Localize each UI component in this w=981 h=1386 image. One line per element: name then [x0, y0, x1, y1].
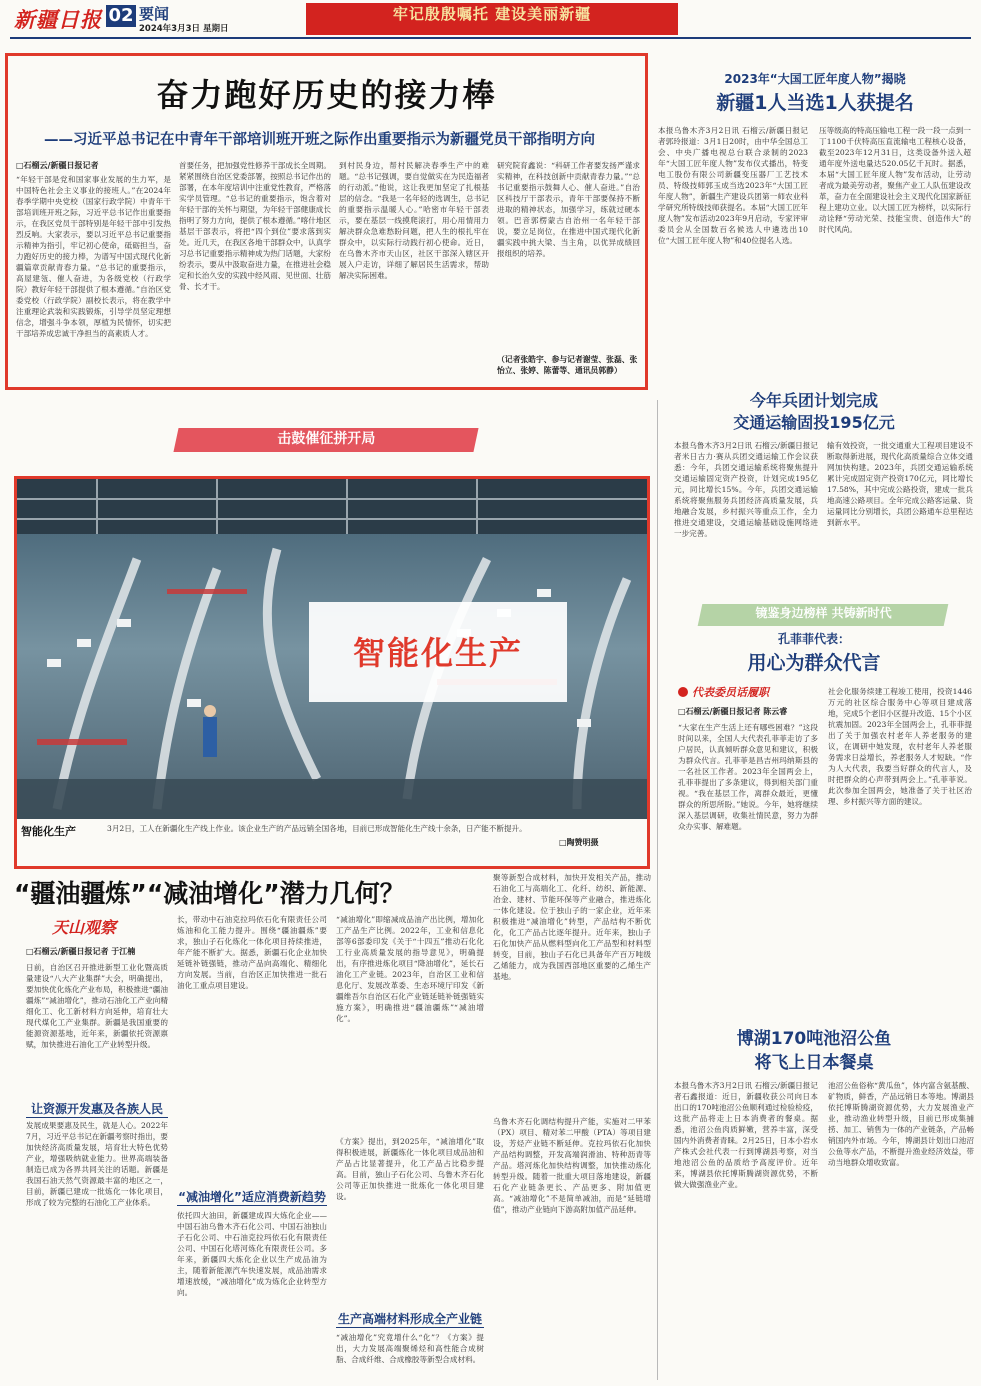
profile-banner-text: 镜鉴身边榜样 共铸新时代: [755, 606, 892, 620]
oil-column-logo: 天山观察: [52, 918, 117, 937]
transport-col-2: 输有效投资，一批交通重大工程项目建设不断取得新进展，现代化高质量综合立体交通网加快构建。2023年，兵团交通运输系统累计完成固定资产投资170亿元，同比增长17.58%，其中完成公路投资，建成一批兵地高速公路项目。全年完成公路客运量、货运量同比分别增长，兵团公路通车总里程达到新水平。: [827, 441, 973, 527]
fish-col-2: 池沼公鱼俗称“黄瓜鱼”，体内富含氨基酸、矿物质，鲜香，产品远销日本等地。博湖县依托博斯腾湖资源优势，大力发展渔业产业，推动渔业转型升级，目前已形成集捕捞、加工、销售为一体的产业链条，产品畅销国内外市场。今年，博湖县计划出口池沼公鱼等水产品，不断提升渔业经济效益，带动当地群众增收致富。: [828, 1081, 974, 1167]
oil-article: [12, 870, 660, 1382]
deputy-col-2: 社会化服务续建工程竣工使用，投资1446万元的社区综合服务中心等项目建成落地，完成5个老旧小区提升改造、15个小区抗震加固。2023年全国两会上，孔菲菲提出了关于加强农村老年人养老服务的建议，在调研中她发现，农村老年人养老服务需求日益增长，养老服务人才短缺。“作为人大代表，我要当好群众的代言人，及时把群众的心声带到两会上。”孔菲菲说。此次参加全国两会，她准备了关于社区治理、乡村振兴等方面的建议。: [828, 687, 972, 806]
photo-feature: [14, 476, 650, 869]
oil-col-1b: 发展成果要惠及民生，就是人心。2022年7月，习近平总书记在新疆考察时指出，要加快经济高质量发展，培育壮大特色优势产业，增强吸纳就业能力。世界高端装备制造已成为各界共同关注的话题。新疆是我国石油天然气资源最丰富的地区之一，目前，新疆已建成一批炼化一体化项目，形成了较为完整的石油化工产业体系。: [26, 1121, 168, 1207]
photo-overlay-title: 智能化生产: [352, 634, 523, 672]
oil-subhead-2: [177, 1188, 327, 1206]
lead-title: 奋力跑好历史的接力棒: [156, 76, 497, 114]
column-logo-text: 代表委员话履职: [692, 686, 769, 699]
transport-title-1: 今年兵团计划完成: [749, 391, 878, 410]
photo-overlay-box: [309, 602, 567, 702]
issue-date: 2024年3月3日 星期日: [139, 24, 229, 34]
section-banner: [173, 428, 478, 452]
award-col-2: 压等级高的特高压输电工程一段一段一点到一丁1100千伏特高压直流输电工程核心设备，截至2023年12月31日，这类设备外送入超通年度外送电量达520.05亿千瓦时。据悉，本届“大国工匠年度人物”发布活动，让劳动者成为最美劳动者，聚焦产业工人队伍建设改革，奋力在全面建设社会主义现代化国家新征程上建功立业。以大国工匠为榜样，以实际行动诠释“劳动光荣、技能宝贵、创造伟大”的时代风尚。: [819, 126, 971, 234]
transport-article: [664, 388, 976, 603]
page-number: 02: [106, 5, 136, 27]
profile-banner: [698, 604, 949, 626]
column-logo-box: [678, 684, 796, 700]
deputy-kicker: 孔菲菲代表：: [777, 632, 850, 646]
oil-subhead-1-text: 让资源开发惠及各族人民: [30, 1102, 163, 1116]
oil-col-3b: 《方案》提出，到2025年，“减油增化”取得积极进展，新疆炼化一体化项目成品油和产品占比显著提升，化工产品占比稳步提高。目前，独山子石化公司、乌鲁木齐石化公司等正加快推进一批炼化一体化项目建设。: [336, 1137, 484, 1201]
section-banner-text: 击鼓催征拼开局: [277, 431, 376, 447]
photo-caption: 3月2日，工人在新疆化生产线上作业。该企业生产的产品远销全国各地，目前已形成智能化生产线十余条，日产能不断提升。: [107, 824, 527, 833]
deputy-col-1: “大家在生产生活上还有哪些困难？”这段时间以来，全国人大代表孔菲菲走访了多户居民，认真倾听群众意见和建议，积极为群众代言。孔菲菲是昌吉州玛纳斯县的一名社区工作者。2023年全国两会上，孔菲菲提出了多条建议，得到相关部门重视。“我在基层工作，离群众最近，更懂群众的所思所盼。”她说。今年，她将继续深入基层调研，收集社情民意，努力为群众办实事、解难题。: [678, 723, 818, 831]
transport-title-2: 交通运输固投195亿元: [733, 413, 895, 432]
award-article: [654, 60, 976, 395]
fish-title-1: 博湖170吨池沼公鱼: [736, 1029, 892, 1049]
lead-col-3: 到村民身边，帮村民解决春季生产中的难题。“总书记强调，要自觉做实在为民造福者的行动派。”他说，这让我更加坚定了扎根基层的信念。“我是一名年轻的选调生，总书记的重要指示温暖人心。”哈密市年轻干部表示，要在基层一线摸爬滚打，用心用情用力解决群众急难愁盼问题，把人生的根扎牢在群众中，以实际行动践行初心使命。近日，在乌鲁木齐市天山区，社区干部深入辖区开展入户走访，详细了解居民生活需求，帮助解决实际困难。: [339, 161, 489, 280]
award-title: 新疆1人当选1人获提名: [716, 92, 914, 114]
oil-col-4b: 乌鲁木齐石化调结构提升产能，实施对二甲苯（PX）项目、精对苯二甲酸（PTA）等项目建设，芳烃产业链不断延伸。克拉玛依石化加快产品结构调整，开发高端润滑油、特种沥青等产品。塔河炼化加快结构调整，加快推动炼化转型升级。随着一批重大项目落地建设，新疆石化产业链条更长、产品更多、附加值更高。“减油增化”不是简单减油，而是“延链增值”，推动产业链向下游高附加值产品延伸。: [493, 1117, 651, 1214]
lead-credit: （记者张皓宇、参与记者谢莹、张磊、张怡立、张婷、陈蕾等、通讯员郭静）: [497, 355, 638, 375]
fish-title-2: 将飞上日本餐桌: [754, 1053, 874, 1073]
column-divider: [657, 400, 658, 1380]
oil-col-2b: 依托四大油田，新疆建成四大炼化企业——中国石油乌鲁木齐石化公司、中国石油独山子石化公司、中石油克拉玛依石化有限责任公司、中国石化塔河炼化有限责任公司。多年来，新疆四大炼化企业以生产成品油为主，随着新能源汽车快速发展，成品油需求增速放缓，“减油增化”成为炼化企业转型方向。: [177, 1211, 327, 1297]
oil-byline: □石榴云/新疆日报记者 于江楠: [26, 946, 136, 956]
deputy-article: [664, 626, 976, 1012]
award-col-1: 本报乌鲁木齐3月2日讯 石榴云/新疆日报记者郭玲报道：3月1日20时，由中华全国总工会、中央广播电视总台联合录制的2023年“大国工匠年度人物”发布仪式播出，特变电工股份有限公司新疆变压器厂工艺技术员、特级技师郭玉成当选2023年“大国工匠年度人物”，新疆生产建设兵团第一师农业科学研究所特级技师获提名。本届“大国工匠年度人物”发布活动2023年9月启动，专家评审委员会从全国数百名候选人中遴选出10位“大国工匠年度人物”和40位提名人选。: [658, 126, 808, 245]
masthead-logo: 新疆日报: [14, 7, 102, 32]
photo-caption-head: 智能化生产: [21, 825, 76, 838]
lead-col-2: 首要任务，把加强党性修养干部成长全周期。紧紧围绕自治区党委部署，按照总书记作出的部署，在本年度培训中注重党性教育，严格落实学员管理。“总书记的重要指示，饱含着对年轻干部的关怀与期望，为年轻干部健康成长指明了努力方向，提供了根本遵循。”喀什地区基层干部表示，将把“四个到位”要求落到实处。近几天，在我区各地干部群众中，认真学习总书记重要指示精神成为热门话题，大家纷纷表示，要从中汲取奋进力量，在推进社会稳定和长治久安的实践中经风雨、见世面、壮筋骨、长才干。: [179, 161, 331, 291]
lead-col-4: 研究院育鑫说：“科研工作者要发扬严谨求实精神，在科技创新中贡献青春力量。”“总书记重要指示鼓舞人心、催人奋进。”自治区科技厅干部表示，青年干部要保持不断进取的精神状态，加强学习，练就过硬本领。巴音郭楞蒙古自治州一名年轻干部说，要立足岗位，在推进中国式现代化新疆实践中挑大梁、当主角，以优异成绩回报组织的培养。: [497, 161, 640, 258]
masthead: [0, 0, 981, 40]
slogan-text: 牢记殷殷嘱托 建设美丽新疆: [392, 5, 592, 23]
oil-col-2: 长，带动中石油克拉玛依石化有限责任公司炼油和化工能力提升。围绕“疆油疆炼”要求，独山子石化炼化一体化项目持续推进，年产能不断扩大。据悉，新疆石化企业加快延链补链强链，推动产品向高端化、精细化方向发展。当前，自治区正加快推进一批石油化工重点项目建设。: [177, 915, 327, 990]
slogan-banner: [306, 3, 678, 35]
column-logo-icon: [678, 687, 688, 697]
lead-col-1: “年轻干部是党和国家事业发展的生力军，是中国特色社会主义事业的接班人。”在2024年春季学期中央党校（国家行政学院）中青年干部培训班开班之际，习近平总书记作出重要指示，在我区党员干部特别是年轻干部中引发热烈反响。大家表示，要以习近平总书记重要指示精神为指引，牢记初心使命，砥砺担当，奋力跑好历史的接力棒，为谱写中国式现代化新疆篇章贡献青春力量。“总书记的重要指示，高屋建瓴、催人奋进，为各级党校（行政学院）教好年轻干部提供了根本遵循。”自治区党委党校（行政学院）副校长表示，将在教学中注重理论武装和实践锻炼，引导学员坚定理想信念，增强斗争本领，厚植为民情怀，切实把干部培养成忠诚干净担当的高素质人才。: [16, 175, 171, 338]
award-kicker: 2023年“大国工匠年度人物”揭晓: [724, 72, 906, 86]
oil-col-1: 日前，自治区召开推进新型工业化暨高质量建设“八大产业集群”大会，明确提出，要加快优化炼化产业布局，积极推进“疆油疆炼”“减油增化”，推动石油化工产业向精细化工、化工新材料方向延伸，培育壮大现代煤化工产业集群。新疆是我国重要的能源资源基地，近年来，新疆依托资源禀赋，加快推进石油化工产业转型升级。: [26, 963, 168, 1049]
section-name: 要闻: [139, 5, 170, 23]
oil-subhead-2-text: “减油增化”适应消费新趋势: [178, 1190, 326, 1204]
worker-figure: [203, 705, 217, 757]
oil-subhead-1: [26, 1100, 168, 1118]
oil-subhead-3: [336, 1310, 484, 1328]
oil-title: “疆油疆炼”“减油增化”潜力几何？: [14, 879, 405, 908]
photo-credit: □陶赞明摄: [559, 838, 599, 847]
oil-col-3c: “减油增化”究竟增什么“化”？《方案》提出，大力发展高端聚烯烃和高性能合成树脂、合成纤维、合成橡胶等新型合成材料。: [336, 1333, 484, 1364]
lead-article: [5, 53, 648, 390]
oil-col-3: “减油增化”即缩减成品油产出比例，增加化工产品生产比例。2022年，工业和信息化部等6部委印发《关于“十四五”推动石化化工行业高质量发展的指导意见》，明确提出，有序推进炼化项目“降油增化”，延长石油化工产业链。2023年，自治区工业和信息化厅、发展改革委、生态环境厅印发《新疆维吾尔自治区石化产业链延链补链强链实施方案》，明确推进“疆油疆炼”“减油增化”。: [336, 915, 484, 1023]
oil-subhead-3-text: 生产高端材料形成全产业链: [337, 1312, 482, 1326]
transport-col-1: 本报乌鲁木齐3月2日讯 石榴云/新疆日报记者米日古力·赛从兵团交通运输工作会议获悉：今年，兵团交通运输系统将聚焦提升交通运输固定资产投资，计划完成195亿元，同比增长15%。今年，兵团交通运输系统将聚焦服务兵团经济高质量发展，兵地融合发展，乡村振兴等重点工作，全力推进交通建设，交通运输基础设施网络进一步完善。: [674, 441, 818, 538]
fish-col-1: 本报乌鲁木齐3月2日讯 石榴云/新疆日报记者石鑫报道：近日，新疆收获公司向日本出口的170吨池沼公鱼顺利通过检验检疫，这批产品将走上日本消费者的餐桌。据悉，池沼公鱼肉质鲜嫩，营养丰富，深受国内外消费者青睐。2月25日，日本小岩水产株式会社代表一行到博湖县考察，对当地池沼公鱼的品质给予高度评价。近年来，博湖县依托博斯腾湖资源优势，不断做大做强渔业产业。: [674, 1081, 818, 1189]
fish-article: [664, 1014, 976, 1382]
deputy-title: 用心为群众代言: [747, 652, 881, 674]
lead-subtitle: ——习近平总书记在中青年干部培训班开班之际作出重要指示为新疆党员干部指明方向: [44, 132, 595, 148]
lead-byline: □石榴云/新疆日报记者: [16, 160, 99, 170]
masthead-rule: [10, 37, 971, 39]
deputy-byline: □石榴云/新疆日报记者 陈云睿: [678, 706, 788, 716]
oil-col-4: 聚等新型合成材料，加快开发相关产品，推动石油化工与高端化工、化纤、纺织、新能源、冶金、建材、节能环保等产业融合，推进炼化一体化建设。位于独山子的一家企业，近年来积极推进“减油增化”转型，产品结构不断优化，化工产品占比逐年提升。近年来，独山子石化加快产品从燃料型向化工产品型和材料型转变，目前，独山子石化已具备年产百万吨级乙烯能力，成为我国西部地区重要的乙烯生产基地。: [493, 873, 651, 981]
